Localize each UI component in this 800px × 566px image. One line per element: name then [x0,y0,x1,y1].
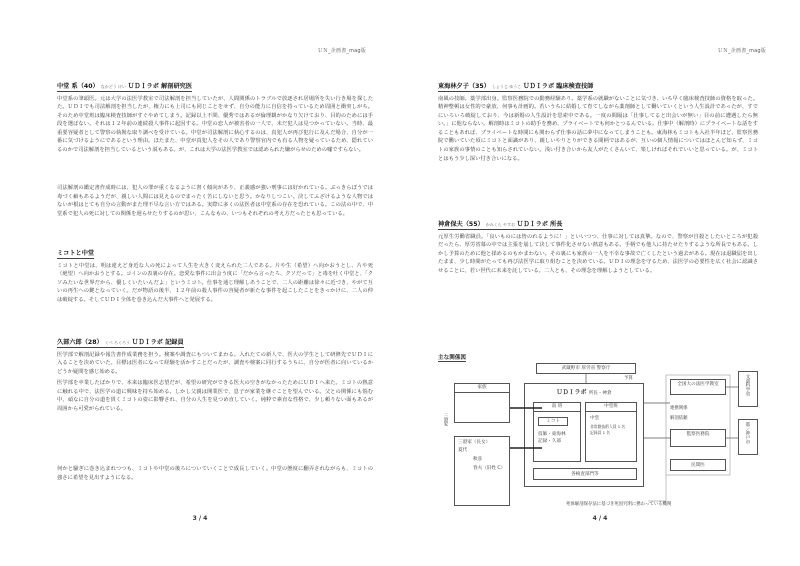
bottom-caption: 死体解剖保存法に基づき死因究明に携わっている機関 [566,502,672,507]
mikoto-box: ミコト [538,417,568,426]
family-vertical-label: 三澄家 [443,413,448,427]
coroner-box: 監察医務院 [670,429,726,447]
section-kube-end [57,465,373,482]
section-text: 元厚生労働省職員。「良いものには皆のれるように！」といいつつ、仕事に対しては真摯。なので、警察が自殺としたいところが犯殺だったら、厚労省幕の中では主張を崩して決して事件化させない熱意もある。手柄でも他人に持たせたりするような所長でもある。しかし予算のために他と揉めるのもかまわない。その裏にも家族の一人を不幸な事故で亡くしたという過去がある。現在は退職届を出したまま、少し時間がたっても再び法医学に取り組むことを決めている。ＵＤＩの理念を守るため、法医学の必要性を広く社会に認識させることに、若い世代に未来を託している。二人とも、その理念を理解しようとしている。 [438,233,758,274]
section-text: ミコトと中堂は、明は違えど身近な人の死によって人生を大きく変えられた二人である。片や生（希望）へ向かおうとし、片や死（絶望）へ向かおうとする。コインの表裏の存在。恋愛な事件に出会う度に「だから言ったろ、クソだって」と毒を吐く中堂と、「クソみたいな世界だから、優しくいたいんだよ」というミコト。仕事を通じ理解しあうことで、二人の距離は徐々に近づき、やがて互いの再生への鍵となっていく。だが物語の後半、１２年前の殺人事件の容疑者が新たな事件を起こしたことをきっかけに、二人の仲は破綻する。そしてＵＤＩ全体を巻き込んだ大事件へと発展する。 [57,262,373,303]
private-doctor-box: 民間医 [670,459,726,471]
south-members: 技師・東海林 記録・久部 [538,432,566,444]
section-text: 中堂系の筆頭医。元は大学の法医学教室で司法解剖を担当していたが、人間関係のトラブルで放逐され居場所を失い行き場を探したた。ＵＤＩでも司法解剖を担当したが、権力にも上司にも同じことをせず、自分の能力に自信を持っているため周囲と衝突しがち。そのため中堂班は臨床検査技師がすぐやめてしまう。記録以上不問、優秀ではあるが倫理観がかなり欠けており、目的のためには手段を選ばない。それは１２年前の連続殺人事件に起因する。中堂の恋人が被害者の一人で、未だ犯人は見つかっていない。当時、最重要容疑者として警察の執拗な取り調べを受けている。中堂が司法解剖に執心するのは、真犯人が再び犯行に及んだ場合、自分が一番に気づけるようにであるという理由。ほたまた、中堂が真犯人をその人であり警察官内でも有る人物を疑っているため、隠れているのかで司法解剖を担当しているという説もある。が、これは大学の法医学教室では認められた嫌がらせのための嘘ですらない。 [57,95,373,154]
diagram-title: 主な関係図 [438,355,466,361]
section-text: 医学部を卒業したばかりで、本来は臨床医志望だが、希望の研究ができる医大の空きがなかったためにＵＤＩへ来た。ミコトの熱意に触れる中で、法医学の道に興味を持ち始める。しかし父親は開業医で、息子が家業を継ぐことを望んでいる。父との関係にも悩む中、頑なに自分の道を貫くミコトの姿に影響され、自分の人生を見つめ直していく。純粋で素直な性格で、少し頼りない面もあるが周囲から可愛がられている。 [57,380,373,412]
family-label: 家族 [455,384,509,393]
section-nakadou-cont [57,184,373,218]
city-box: 都／神戸市 [738,419,758,455]
university-box: 全国大の法医学教室 [670,379,726,395]
section-text: 医学部で解剖記録や報告書作成業務を担う。検案や調査にもついてまわる。入れたての新人で、医大の学生として研修先でＵＤＩに入ることを決めていた。目標は医者になって経験を活かすことだったが、調査や検案に同行するうちに、自分が医者に向いているかどうか疑問を感じ始める。 [57,351,373,375]
chudo-member: 中堂 [590,416,600,421]
relationship-diagram [438,353,764,513]
chudo-note: 非常勤技術人員 1 名 記録員 1 名 [590,424,626,435]
section-title: 神倉保夫（55） かみくら やすお ＵＤＩラボ 所長 [438,221,563,228]
left-page-number: 3 / 4 [192,515,208,522]
right-header: ＵＮ_企画書_mag版 [717,48,766,54]
section-title: 久部六郎（28） くべ ろくろう ＵＤＩラボ 記録員 [57,339,184,346]
south-team-label: 南 班 [534,403,580,412]
udi-title: ＵＤＩラボ 所長・神倉 [556,389,612,396]
section-text: 何かと騒ぎに巻き込まれつつも、ミコトや中堂の後ろについていくことで成長していく。中堂の態度に翻弄されながらも、ミコトの強さに希望を見出すようになる。 [57,466,373,481]
family-member: 秋彦 [473,457,483,462]
right-page [400,0,800,566]
autopsy-request-label: 解剖依頼 [670,416,688,421]
section-text: 南風の技師。薬学部出身。監察医務院での勤務経験あり。薬学系の就職がないことに気づき、いち早く臨床検査技師の資格を取った。精神整頓は女性的で豪放、何事も計画的。若いうちに結婚して育てしながら薬剤師として働いていくという人生設計であったが、すでにいろいろ破綻しており、今は新婚の人生設計を思索中である。一度の間隔は「仕事してると出会いが無い」目の前に遭遇したら無い。」に他ならない。解剖時はミコトの助手を務め、プライベートでも何かとつるんでいる。仕事中（解剖時）にプライベートな話をすることもあれば、プライベートな時間にも関わらず仕事の話に夢中になってしまうことも。東海林もミコトも入社半年ほど、監察医務院で働いていた頃にミコトと面識があり、親しいやりとりができる間柄ではあるが、互いの個人情報についてはほとんど知らず、ミコトの家族の事情のことも知らされていない。浅い付き合いから友人がたくさんいて、楽しければそれでいいと思っている。が、ミコトとはもう少し深い付き合いになる。 [438,95,758,162]
section-shoji [438,73,758,163]
cooperation-label: 連携関係 [670,406,688,411]
section-kube [57,329,373,376]
chudo-team-label: 中堂班 [586,403,636,412]
family-member: 春夫（旧姓 C） [473,466,506,471]
right-page-number: 4 / 4 [592,515,608,522]
section-mikoto-nakadou [57,240,373,304]
budget-label: 予算 [624,376,633,381]
mext-box: 文部科学省 [738,371,758,407]
section-title: 東海林夕子（35） しょうじ ゆうこ ＵＤＩラボ 臨床検査技師 [438,83,594,90]
family-box-title: 三澄家（長女） [458,440,491,445]
section-text: 司法解剖の鑑定書作成時には、犯人の罪が重くなるように書く傾向があり、正義感が強い刑事には好かれている。ぶっきらぼうでは毒づく癖もあるようだが、親しい人間には見えるのでまったく苦にしないと思う。かなりしつこい。決してふざけるような人物ではないが根はとても自分の言動がまた理不尽な言い方ではある。実際に多くの法医者は中堂系の存在を恐れている。この法の中で、中堂系で犯人の死に対しての関係を遅らせたりするのが思い、こんなもの、いつもそれぞれの考え方だったとも思っている。 [57,185,373,217]
section-title: ミコトと中堂 [57,250,95,257]
connector-frame [666,375,730,475]
section-title: 中堂 系（40） なかどう けい ＵＤＩラボ 解剖研究医 [57,83,193,90]
section-kamikura [438,211,758,275]
authority-box: 武蔵野市 厚労省 警察庁 [536,363,636,374]
section-nakadou [57,73,373,155]
family-member: 夏代 [458,448,468,453]
departments-box: 各検査部門等 [533,468,637,480]
left-header: ＵＮ_企画書_mag版 [317,48,366,54]
section-kube-cont [57,379,373,413]
diagram-connectors [438,353,764,513]
